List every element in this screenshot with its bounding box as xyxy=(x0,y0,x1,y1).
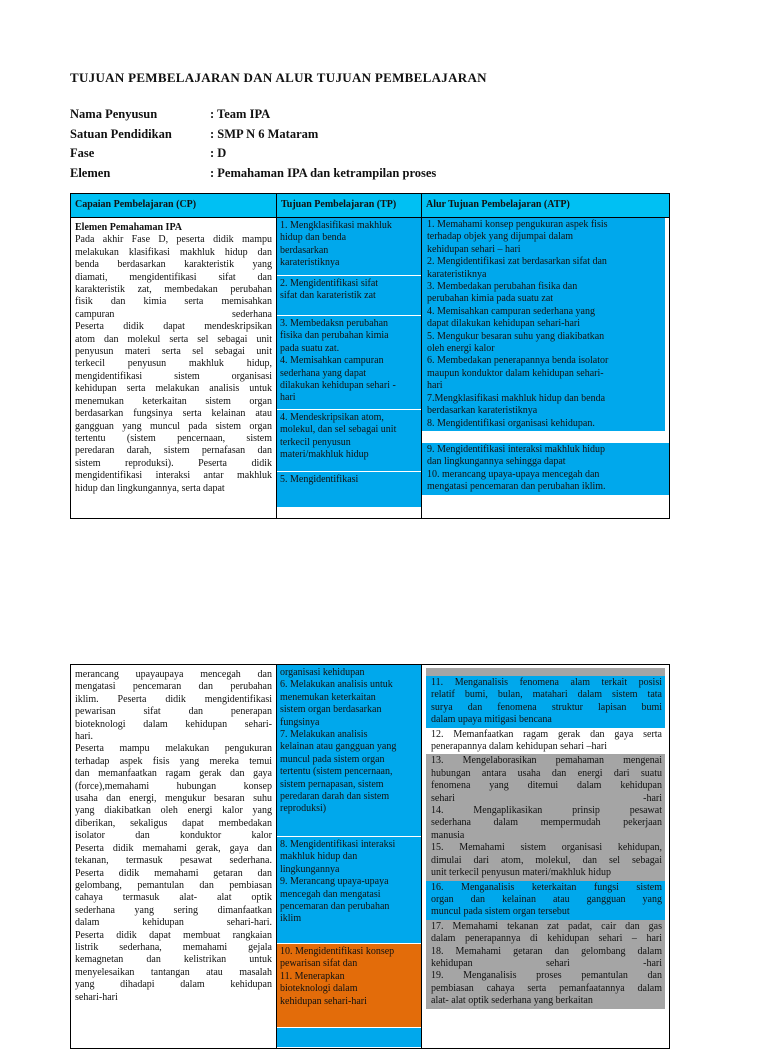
meta-label: Elemen xyxy=(70,165,111,180)
text-line: menyelesaikan tantangan atau masalah xyxy=(75,966,272,978)
tp-item xyxy=(277,1028,421,1048)
atp-item xyxy=(422,443,669,495)
text-line: benda berdasarkan karakteristik yang xyxy=(75,259,272,271)
text-line: 11. Menganalisis fenomena alam terkait posisi xyxy=(431,677,662,688)
text-line: berdasarkan karateristiknya xyxy=(427,405,538,417)
text-line: hidup dan lingkungannya, serta dapat xyxy=(75,482,225,494)
text-line: dalam penerapannya di kehidupan sehari – hari xyxy=(431,933,662,945)
meta-value: : Pemahaman IPA dan ketrampilan proses xyxy=(210,165,437,180)
text-line: penyusun materi serta sel sebagai unit xyxy=(75,346,272,358)
text-line: hari xyxy=(427,380,443,392)
meta-label: Satuan Pendidikan xyxy=(70,126,172,141)
text-line: mengidentifikasi sistem organisasi xyxy=(75,370,272,382)
tp-item xyxy=(277,316,421,410)
text-line: terkecil penyusun xyxy=(280,436,351,448)
text-line: 18. Memahami getaran dan gelombang dalam xyxy=(431,945,662,957)
text-line: dalam kehidupan sehari-hari. xyxy=(75,917,272,929)
document-title: TUJUAN PEMBELAJARAN DAN ALUR TUJUAN PEMBELAJARAN xyxy=(70,70,487,85)
text-line: peredaran darah, sistem pernafasan dan xyxy=(75,445,272,457)
text-line: kehidupan sehari – hari xyxy=(427,243,521,255)
text-line: gangguan yang muncul pada sistem organ xyxy=(75,420,272,432)
text-line: peredaran darah dan sistem xyxy=(280,791,390,803)
text-line: 12. Memanfaatkan ragam gerak dan gaya serta xyxy=(431,728,662,740)
text-line: hidup dan benda xyxy=(280,232,347,244)
text-line: oleh energi kalor xyxy=(427,343,495,355)
text-line: tertentu (sistem pencernaan, xyxy=(280,766,393,778)
text-line: sederhana dalam mempermudah pekerjaan xyxy=(431,817,662,829)
text-line: 15. Memahami sistem organisasi kehidupan, xyxy=(431,842,662,854)
text-line: fisik dan kimia serta memisahkan xyxy=(75,296,272,308)
text-line: organisasi kehidupan xyxy=(280,667,365,678)
text-line: 5. Mengidentifikasi xyxy=(280,474,359,485)
text-line: mengatasi pencemaran dan perubahan iklim. xyxy=(427,481,606,493)
cp-text xyxy=(75,669,272,1004)
text-line: pembiasan cahaya serta pemanfaatannya dalam xyxy=(431,982,662,994)
text-line: tekanan, termasuk pesawat sederhana. xyxy=(75,855,272,867)
text-line: Peserta didik dapat membuat rangkaian xyxy=(75,929,272,941)
text-line: terhadap objek yang dijumpai dalam xyxy=(427,231,574,243)
text-line: 10. merancang upaya-upaya mencegah dan xyxy=(427,468,600,480)
text-line: pencemaran dan perubahan xyxy=(280,901,390,913)
atp-cell xyxy=(422,665,670,1049)
text-line: penerapannya dalam kehidupan sehari –hari xyxy=(431,741,608,753)
meta-value: : D xyxy=(210,146,227,160)
text-line: lingkungannya xyxy=(280,863,340,875)
text-line: Peserta mampu melakukan pengukuran xyxy=(75,743,272,755)
text-line: fenomena yang ditemui dalam kehidupan xyxy=(431,780,662,792)
text-line: molekul, dan sel sebagai unit xyxy=(280,424,397,436)
text-line: manusia xyxy=(431,829,465,841)
text-line: Peserta didik dapat mendeskripsikan xyxy=(75,321,272,333)
text-line: cahaya termasuk alat- alat optik xyxy=(75,892,272,904)
text-line: alat- alat optik sederhana yang berkaitan xyxy=(431,995,593,1007)
text-line: 13. Mengelaborasikan pemahaman mengenai xyxy=(431,755,662,767)
text-line: Peserta didik memahami getaran dan xyxy=(75,867,272,879)
tp-item xyxy=(277,837,421,944)
text-line: 8. Mengidentifikasi interaksi xyxy=(280,839,396,850)
text-line: dan memanfaatkan ragam gerak dan gaya xyxy=(75,768,272,780)
text-line: 9. Mengidentifikasi interaksi makhluk hidup xyxy=(427,443,606,455)
text-line: usaha dan energi, mengukur besaran suhu xyxy=(75,793,272,805)
text-line: surya dan fenomena struktur lapisan bumi xyxy=(431,701,662,713)
atp-item xyxy=(422,218,665,431)
text-line: 1. Memahami konsep pengukuran aspek fisis xyxy=(427,219,608,230)
meta-value: : Team IPA xyxy=(210,107,271,121)
text-line: pewarisan sifat dan penerapan xyxy=(75,706,272,718)
atp-item xyxy=(426,728,665,755)
text-line: menemukan keterkaitan xyxy=(280,691,376,703)
atp-cell xyxy=(422,218,670,519)
text-line: terkecil penyusun makhluk hidup, xyxy=(75,358,272,370)
text-line: 9. Merancang upaya-upaya xyxy=(280,876,389,888)
text-line: dimulai dari atom, molekul, dan sel sebagai xyxy=(431,854,662,866)
cp-cell xyxy=(71,665,277,1049)
text-line: isolator dan konduktor kalor xyxy=(75,830,272,842)
text-line: yang diakibatkan oleh energi kalor yang xyxy=(75,805,272,817)
text-line: karateristiknya xyxy=(427,268,487,280)
text-line: 10. Mengidentifikasi konsep xyxy=(280,946,395,957)
text-line: kehidupan serta melakukan analisis untuk xyxy=(75,383,272,395)
atp-item xyxy=(426,754,665,880)
text-line: 7.Mengklasifikasi makhluk hidup dan benda xyxy=(427,392,606,404)
text-line: campuran sederhana xyxy=(75,308,272,320)
text-line: dalam upaya mitigasi bencana xyxy=(431,714,552,726)
text-line: karakteristik zat, membedakan perubahan xyxy=(75,284,272,296)
text-line: materi/makhluk hidup xyxy=(280,449,369,461)
text-line: melakukan klasifikasi makhluk hidup dan xyxy=(75,246,272,258)
text-line: bioteknologi dalam kehidupan sehari- xyxy=(75,718,272,730)
text-line: perubahan kimia pada suatu zat xyxy=(427,293,554,305)
learning-table-part-2 xyxy=(70,664,670,1049)
text-line: 6. Membedakan penerapannya benda isolator xyxy=(427,355,609,367)
cp-content xyxy=(71,665,276,1004)
cp-cell xyxy=(71,218,277,519)
text-line: kehidupan sehari -hari xyxy=(431,957,662,969)
text-line: 14. Mengaplikasikan prinsip pesawat xyxy=(431,805,662,817)
text-line: mengidentifikasi interaksi antar makhluk xyxy=(75,470,272,482)
atp-list xyxy=(422,665,669,1009)
text-line: makhluk hidup dan xyxy=(280,851,358,863)
text-line: sistem pernapasan, sistem xyxy=(280,778,384,790)
tp-list xyxy=(277,665,421,1048)
text-line: muncul pada sistem organ xyxy=(280,753,385,765)
cp-text xyxy=(75,234,272,495)
text-line: fisika dan perubahan kimia xyxy=(280,330,389,342)
atp-item xyxy=(426,668,665,676)
atp-item xyxy=(426,920,665,1009)
cp-heading: Elemen Pemahaman IPA xyxy=(75,222,183,233)
header-cp: Capaian Pembelajaran (CP) xyxy=(71,194,277,218)
text-line xyxy=(280,1030,418,1042)
text-line: 4. Memisahkan campuran sederhana yang xyxy=(427,305,595,317)
text-line: 6. Melakukan analisis untuk xyxy=(280,679,393,691)
tp-cell xyxy=(277,665,422,1049)
text-line: iklim xyxy=(280,913,302,925)
text-line: iklim. Peserta didik mengidentifikasi xyxy=(75,693,272,705)
text-line: 4. Mendeskripsikan atom, xyxy=(280,412,384,423)
text-line: yang dihadapi dalam kehidupan xyxy=(75,979,272,991)
text-line: pewarisan sifat dan xyxy=(280,958,358,970)
text-line: Pada akhir Fase D, peserta didik mampu xyxy=(75,234,272,246)
text-line: terhadap aspek fisis yang mereka temui xyxy=(75,755,272,767)
text-line: sehari -hari xyxy=(431,792,662,804)
learning-table-part-1 xyxy=(70,193,670,519)
tp-item xyxy=(277,665,421,837)
text-line: atom dan molekul serta sel sebagai unit xyxy=(75,333,272,345)
meta-value: : SMP N 6 Mataram xyxy=(210,126,319,141)
text-line: mencegah dan mengatasi xyxy=(280,888,381,900)
text-line: bioteknologi dalam xyxy=(280,983,358,995)
text-line: dilakukan kehidupan sehari - xyxy=(280,380,396,392)
tp-list xyxy=(277,218,421,508)
tp-item xyxy=(277,944,421,1028)
text-line: dan lingkungannya sehingga dapat xyxy=(427,456,566,468)
text-line: unit terkecil penyusun materi/makhluk hidup xyxy=(431,867,611,879)
text-line: maupun konduktor dalam kehidupan sehari- xyxy=(427,367,604,379)
text-line: muncul pada sistem organ tersebut xyxy=(431,906,570,918)
text-line: sistem organ berdasarkan xyxy=(280,704,382,716)
text-line: pada suatu zat. xyxy=(280,342,340,354)
header-tp: Tujuan Pembelajaran (TP) xyxy=(277,194,422,218)
text-line: listrik sederhana, memahami gejala xyxy=(75,941,272,953)
text-line: sederhana yang dapat xyxy=(280,367,367,379)
text-line: reproduksi) xyxy=(280,803,327,815)
text-line: sehari-hari xyxy=(75,991,118,1003)
text-line: 5. Mengukur besaran suhu yang diakibatkan xyxy=(427,330,605,342)
text-line: 3. Membedaksn perubahan xyxy=(280,318,389,329)
text-line: 8. Mengidentifikasi organisasi kehidupan. xyxy=(427,417,595,429)
text-line: relatif bumi, bulan, matahari dalam sistem tata xyxy=(431,689,662,701)
text-line: menemukan keterkaitan sistem organ xyxy=(75,395,272,407)
text-line: Peserta didik memahami gerak, gaya dan xyxy=(75,842,272,854)
text-line: sederhana yang sering dimanfaatkan xyxy=(75,904,272,916)
text-line: diamati, mengidentifikasi sifat dan xyxy=(75,271,272,283)
text-line: 2. Mengidentifikasi sifat xyxy=(280,278,379,289)
tp-item xyxy=(277,276,421,316)
header-atp: Alur Tujuan Pembelajaran (ATP) xyxy=(422,194,670,218)
text-line: 1. Mengklasifikasi makhluk xyxy=(280,220,392,231)
text-line: kemagnetan dan kelistrikan untuk xyxy=(75,954,272,966)
text-line: (force),memahami hubungan konsep xyxy=(75,780,272,792)
atp-item xyxy=(426,881,665,920)
atp-item xyxy=(426,676,665,728)
cp-content xyxy=(71,218,276,495)
text-line: dapat dilakukan kehidupan sehari-hari xyxy=(427,318,580,330)
text-line: 16. Menganalisis keterkaitan fungsi sistem xyxy=(431,881,662,893)
tp-item xyxy=(277,410,421,472)
tp-item xyxy=(277,218,421,276)
text-line: karateristiknya xyxy=(280,257,340,269)
text-line: merancang upayaupaya mencegah dan xyxy=(75,669,272,680)
text-line: mengatasi pencemaran dan perubahan xyxy=(75,681,272,693)
text-line: hari. xyxy=(75,731,94,743)
tp-cell xyxy=(277,218,422,519)
text-line: hubungan antara usaha dan energi dari suatu xyxy=(431,767,662,779)
text-line: 7. Melakukan analisis xyxy=(280,729,368,741)
text-line: 4. Memisahkan campuran xyxy=(280,355,384,367)
text-line: organ dan kelainan atau gangguan yang xyxy=(431,893,662,905)
text-line: 11. Menerapkan xyxy=(280,970,345,982)
text-line: 17. Memahami tekanan zat padat, cair dan gas xyxy=(431,920,662,932)
text-line: 19. Menganalisis proses pemantulan dan xyxy=(431,970,662,982)
text-line: kelainan atau gangguan yang xyxy=(280,741,397,753)
text-line: 3. Membedakan perubahan fisika dan xyxy=(427,281,578,293)
atp-list xyxy=(422,218,669,495)
tp-item xyxy=(277,472,421,508)
text-line: sistem reproduksi). Peserta didik xyxy=(75,457,272,469)
meta-label: Fase xyxy=(70,146,95,160)
text-line: 2. Mengidentifikasi zat berdasarkan sifat dan xyxy=(427,256,607,268)
meta-label: Nama Penyusun xyxy=(70,107,158,121)
text-line: tertentu (sistem pencernaan, sistem xyxy=(75,432,272,444)
text-line: diberikan, sekaligus dapat membedakan xyxy=(75,817,272,829)
text-line: hari xyxy=(280,392,296,404)
text-line: sifat dan karateristik zat xyxy=(280,290,376,302)
text-line: kehidupan sehari-hari xyxy=(280,995,367,1007)
text-line: gelombang, pemantulan dan pembiasan xyxy=(75,879,272,891)
text-line: berdasarkan xyxy=(280,244,329,256)
text-line: fungsinya xyxy=(280,716,320,728)
text-line: berdasarkan fungsinya serta kelainan atau xyxy=(75,408,272,420)
